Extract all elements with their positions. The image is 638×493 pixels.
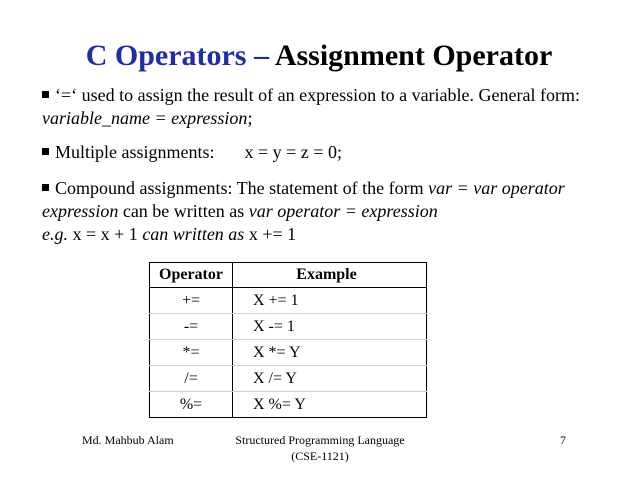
slide-title: [0, 38, 638, 74]
multiple-code: x = y = z = 0;: [244, 142, 342, 162]
example-expr2: x += 1: [244, 224, 297, 244]
operator-cell: %=: [150, 392, 233, 418]
footer-course-code: (CSE-1121): [291, 449, 349, 463]
compound-form1: var = var operator expression: [42, 178, 565, 221]
title-main: Assignment Operator: [274, 39, 553, 72]
bullet-assignment: [42, 84, 602, 130]
header-example: Example: [233, 263, 427, 288]
operator-cell: /=: [150, 366, 233, 392]
table-row: [150, 366, 427, 392]
general-form-syntax: variable_name = expression: [42, 108, 248, 128]
operator-cell: +=: [150, 288, 233, 314]
header-operator: Operator: [150, 263, 233, 288]
bullet-multiple: [42, 141, 602, 164]
footer-course: [200, 432, 440, 464]
operator-cell: *=: [150, 340, 233, 366]
bullet-square-icon: [42, 184, 49, 191]
example-cell: X += 1: [233, 288, 427, 314]
bullet-square-icon: [42, 91, 49, 98]
table-row: [150, 340, 427, 366]
table-row: [150, 288, 427, 314]
bullet-square-icon: [42, 148, 49, 155]
multiple-label: Multiple assignments:: [55, 142, 215, 162]
example-expr1: x = x + 1: [68, 224, 143, 244]
compound-text1: Compound assignments: The statement of the form: [55, 178, 429, 198]
bullet-assignment-text: ‘=‘ used to assign the result of an expression to a variable. General form:: [55, 85, 580, 105]
compound-text2: can be written as: [118, 201, 249, 221]
footer-page-number: 7: [560, 433, 566, 447]
example-cell: X %= Y: [253, 395, 306, 413]
example-cell: X -= 1: [233, 314, 427, 340]
operators-table: [149, 262, 427, 418]
general-form-tail: ;: [247, 108, 253, 128]
table-row: [150, 314, 427, 340]
example-cell: X /= Y: [233, 366, 427, 392]
example-cell: X *= Y: [233, 340, 427, 366]
footer-author: Md. Mahbub Alam: [82, 433, 174, 447]
title-accent: C Operators –: [85, 39, 275, 72]
table-header-row: [150, 263, 427, 288]
bullet-compound: [42, 177, 602, 246]
compound-form2: var operator = expression: [248, 201, 438, 221]
footer-course-name: Structured Programming Language: [235, 433, 405, 447]
operator-cell: -=: [150, 314, 233, 340]
can-written-text: can written as: [142, 224, 245, 244]
table-row: [150, 392, 427, 418]
eg-label: e.g.: [42, 224, 68, 244]
